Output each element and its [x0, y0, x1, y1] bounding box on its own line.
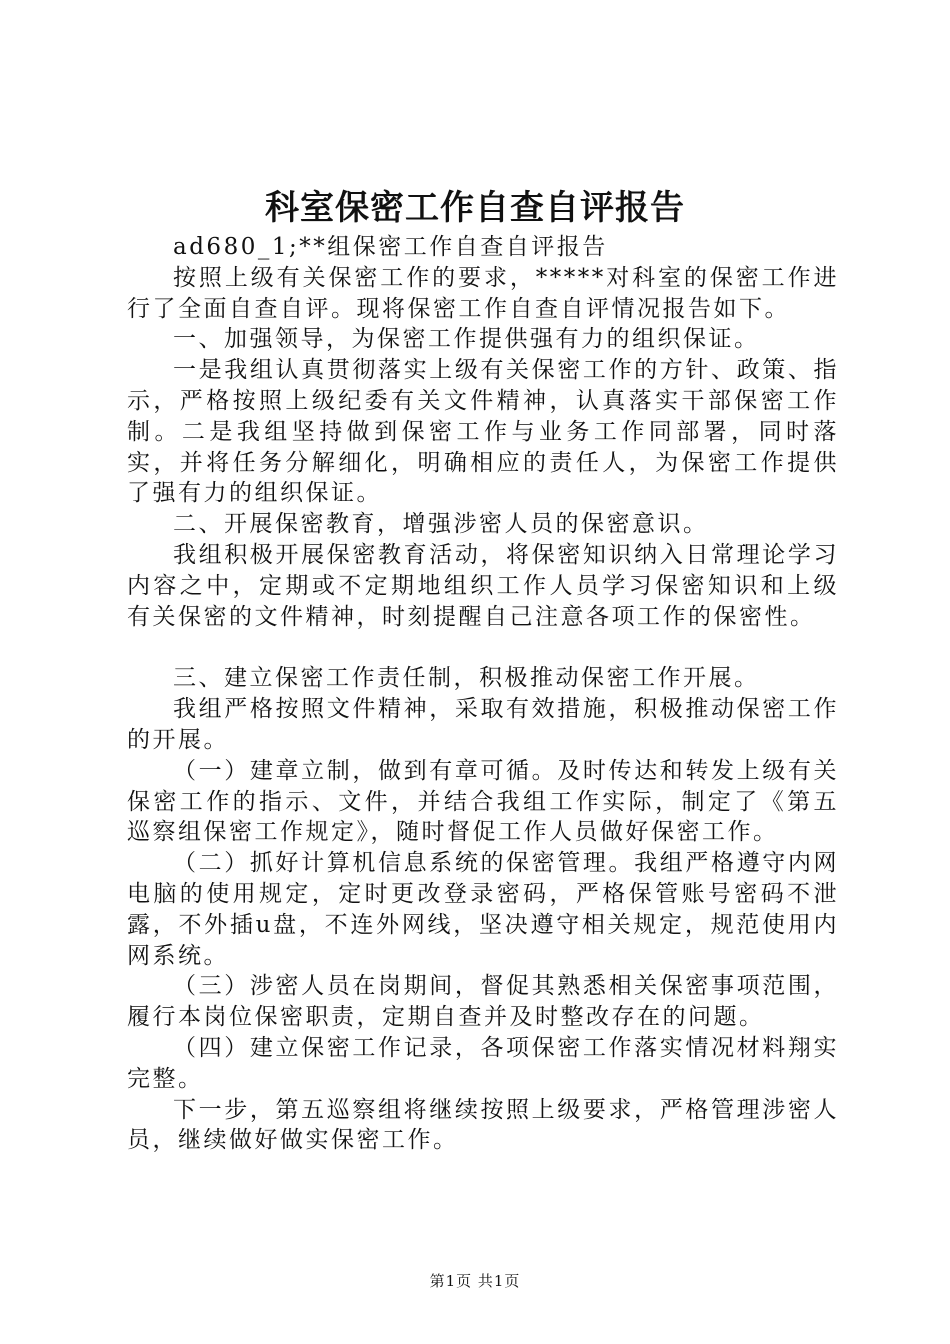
section-3-item-2: （二）抓好计算机信息系统的保密管理。我组严格遵守内网电脑的使用规定，定时更改登录密码，严格保管账号密码不泄露，不外插u盘，不连外网线，坚决遵守相关规定，规范使用内网系统。 — [127, 850, 839, 969]
intro-paragraph: 按照上级有关保密工作的要求，*****对科室的保密工作进行了全面自查自评。现将保密工作自查自评情况报告如下。 — [127, 264, 839, 322]
section-3-item-4: （四）建立保密工作记录，各项保密工作落实情况材料翔实完整。 — [127, 1034, 839, 1092]
section-heading-3: 三、建立保密工作责任制，积极推动保密工作开展。 — [173, 665, 760, 692]
section-heading-2: 二、开展保密教育，增强涉密人员的保密意识。 — [173, 511, 709, 538]
section-3-paragraph: 我组严格按照文件精神，采取有效措施，积极推动保密工作的开展。 — [127, 696, 839, 753]
closing-paragraph: 下一步，第五巡察组将继续按照上级要求，严格管理涉密人员，继续做好做实保密工作。 — [127, 1096, 839, 1154]
document-title: 科室保密工作自查自评报告 — [265, 188, 685, 228]
section-3-item-1: （一）建章立制，做到有章可循。及时传达和转发上级有关保密工作的指示、文件，并结合我组工作实际，制定了《第五巡察组保密工作规定》，随时督促工作人员做好保密工作。 — [127, 757, 839, 846]
subtitle-paragraph: ad680_1;**组保密工作自查自评报告 — [173, 234, 608, 260]
blank-line — [127, 632, 839, 663]
section-2-paragraph: 我组积极开展保密教育活动，将保密知识纳入日常理论学习内容之中，定期或不定期地组织工作人员学习保密知识和上级有关保密的文件精神，时刻提醒自己注意各项工作的保密性。 — [127, 541, 839, 630]
section-3-item-3: （三）涉密人员在岗期间，督促其熟悉相关保密事项范围，履行本岗位保密职责，定期自查并及时整改存在的问题。 — [127, 973, 839, 1031]
page-footer: 第1页 共1页 — [429, 1272, 521, 1290]
section-heading-1: 一、加强领导，为保密工作提供强有力的组织保证。 — [173, 326, 760, 353]
document-body — [127, 232, 839, 1156]
section-1-paragraph: 一是我组认真贯彻落实上级有关保密工作的方针、政策、指示，严格按照上级纪委有关文件精神，认真落实干部保密工作制。二是我组坚持做到保密工作与业务工作同部署，同时落实，并将任务分解细化，明确相应的责任人，为保密工作提供了强有力的组织保证。 — [127, 357, 839, 507]
